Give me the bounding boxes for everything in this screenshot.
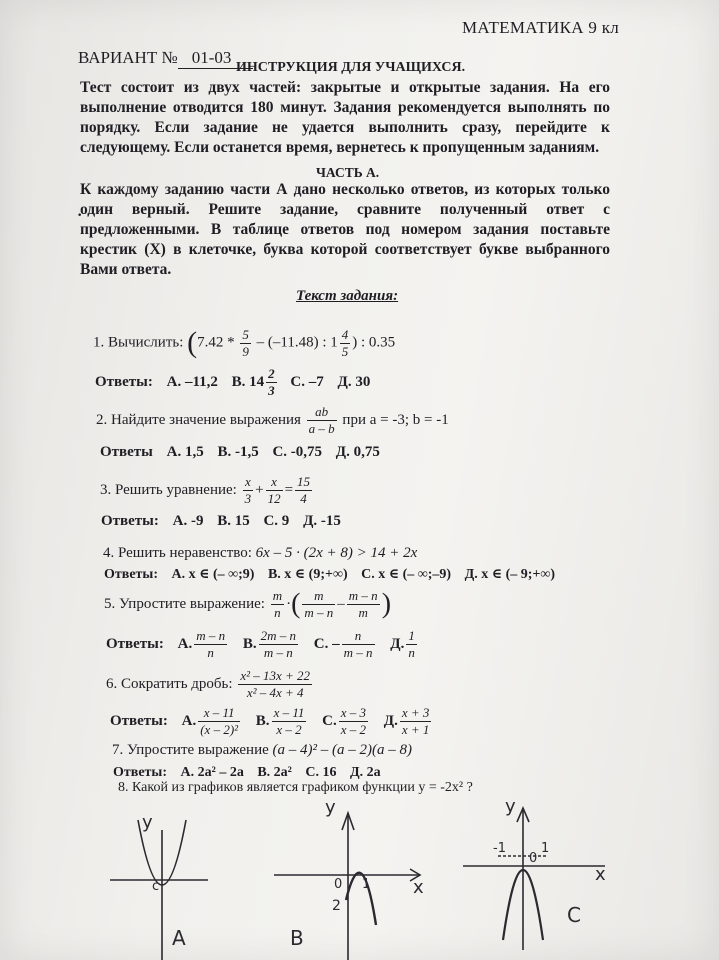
q5-answer-a: А. $\frac{m - n}{n}$ xyxy=(177,628,226,660)
graph-a-label: A xyxy=(172,926,186,950)
q6-answer-a: А. $\frac{x - 11}{\text{(x – 2)²}}$ xyxy=(181,705,239,737)
q4-label: 4. Решить неравенство: xyxy=(103,545,252,561)
q2-prompt xyxy=(96,404,449,437)
graph-c-zero: 0 xyxy=(529,851,538,866)
q6-answer-c: С. $\frac{x - 3}{x - 2}$ xyxy=(322,705,366,737)
q1-expr-3: ) : 0.35 xyxy=(352,334,396,351)
q1-answer-c: С. –7 xyxy=(290,373,324,390)
q5-answers: Ответы: А. $\frac{m - n}{n}$ В. $\frac{2m - n}{m - n}$ С. – $\frac{n}{m - n}$ Д. $\frac{1}{n}$ xyxy=(106,628,429,661)
graph-b-zero: 0 xyxy=(334,877,343,892)
variant-line xyxy=(78,48,253,69)
q3-answer-a: А. -9 xyxy=(172,513,204,529)
q5-answer-c: С. – $\frac{n}{m - n}$ xyxy=(313,628,373,660)
q3-answer-d: Д. -15 xyxy=(303,513,341,529)
q1-answer-b: В. 14 $\frac{2}{3}$ xyxy=(231,366,275,398)
q6-answer-d: Д. $\frac{x + 3}{x + 1}$ xyxy=(383,705,430,737)
graph-c-minus-one: -1 xyxy=(493,841,506,856)
q4-answer-d: Д. x ∈ (– 9;+∞) xyxy=(464,567,556,582)
q4-answer-b: В. x ∈ (9;+∞) xyxy=(267,567,348,582)
q2-answer-a: А. 1,5 xyxy=(166,444,204,460)
q3-answer-b: В. 15 xyxy=(217,513,250,529)
graph-c-one: 1 xyxy=(541,841,550,856)
q7-prompt xyxy=(112,742,412,759)
task-heading: Текст задания: xyxy=(296,288,399,304)
instructions-text: Тест состоит из двух частей: закрытые и открытые задания. На его выполнение отводится 180 минут. Задания рекомендуется выполнять по порядку. Если задание не удается выполнить сразу, перейдите к следующему. Если останется время, вернетесь к пропущенным заданиям. xyxy=(80,79,610,156)
q4-answer-a: А. x ∈ (– ∞;9) xyxy=(171,567,255,582)
q1-prompt: 1. Вычислить: (7.42 * $\frac{5}{9}$ – (–11.48) : 1 $\frac{4}{5}$ ) : 0.35 xyxy=(93,326,396,359)
q5-prompt: 5. Упростите выражение: $\frac{m}{n}$ ·( $\frac{m}{m - n}$ – $\frac{m - n}{m}$ ) xyxy=(104,588,392,620)
q4-answers: Ответы: А. x ∈ (– ∞;9) В. x ∈ (9;+∞) С. x ∈ (– ∞;–9) Д. x ∈ (– 9;+∞) xyxy=(104,567,556,582)
q6-answers: Ответы: А. $\frac{x - 11}{\text{(x – 2)²}}$ В. $\frac{x - 11}{x - 2}$ С. $\frac{x - 3}{x - 2}$ Д. $\frac{x + 3}{x + 1}$ xyxy=(110,705,443,738)
q4-answer-c: С. x ∈ (– ∞;–9) xyxy=(361,567,452,582)
graph-c-label: C xyxy=(567,903,581,927)
q2-fraction: $\frac{ab}{a - b}$ xyxy=(308,404,335,436)
q7-answer-a: А. 2a² – 2a xyxy=(180,765,244,780)
q2-condition: при a = -3; b = -1 xyxy=(342,411,449,428)
q5-answer-b: В. $\frac{2m - n}{m - n}$ xyxy=(242,628,297,660)
instructions-title: ИНСТРУКЦИЯ ДЛЯ УЧАЩИХСЯ. xyxy=(236,60,466,75)
q7-answer-c: С. 16 xyxy=(305,765,337,780)
variant-label: ВАРИАНТ № xyxy=(78,48,178,67)
q1-frac-2: $\frac{4}{5}$ xyxy=(341,326,349,359)
graph-b-two: 2 xyxy=(332,898,341,914)
graph-b-parabola xyxy=(346,873,376,925)
q8-prompt: 8. Какой из графиков является графиком функции y = -2x² ? xyxy=(118,780,473,795)
q1-expr-1: 7.42 * xyxy=(197,334,235,351)
graph-b xyxy=(270,795,440,960)
q3-prompt: 3. Решить уравнение: $\frac{x}{3}$ + $\frac{x}{12}$ = $\frac{15}{4}$ xyxy=(100,474,311,506)
q7-answers: Ответы: А. 2a² – 2a В. 2a² С. 16 Д. 2a xyxy=(113,765,381,780)
q2-answer-d: Д. 0,75 xyxy=(335,444,380,460)
graph-a-y-label: y xyxy=(142,812,153,833)
q2-answer-b: В. -1,5 xyxy=(217,444,259,460)
q7-label: 7. Упростите выражение xyxy=(112,742,269,758)
q7-answer-b: В. 2a² xyxy=(257,765,292,780)
q1-frac-1: $\frac{5}{9}$ xyxy=(242,326,249,359)
q1-answer-d: Д. 30 xyxy=(337,373,371,390)
q5-label: 5. Упростите выражение: xyxy=(104,595,265,612)
q2-answers: Ответы А. 1,5 В. -1,5 С. -0,75 Д. 0,75 xyxy=(100,444,380,460)
margin-dot: · xyxy=(77,207,83,224)
variant-number: 01-03 xyxy=(178,48,254,69)
q3-label: 3. Решить уравнение: xyxy=(100,481,237,498)
graph-a xyxy=(100,800,210,960)
q6-label: 6. Сократить дробь: xyxy=(106,675,233,692)
q1-label: 1. Вычислить: xyxy=(93,334,184,351)
q5-answer-d: Д. $\frac{1}{n}$ xyxy=(390,628,415,660)
q4-expression: 6x – 5 · (2x + 8) > 14 + 2x xyxy=(255,545,418,561)
q4-prompt xyxy=(103,545,417,562)
subject-header: МАТЕМАТИКА 9 кл xyxy=(462,18,620,37)
q7-expression: (a – 4)² – (a – 2)(a – 8) xyxy=(272,742,412,758)
graph-a-origin: c xyxy=(152,879,160,894)
q2-answer-c: С. -0,75 xyxy=(272,444,323,460)
q6-answer-b: В. $\frac{x - 11}{x - 2}$ xyxy=(255,705,305,737)
graph-b-y-label: y xyxy=(325,797,336,818)
graph-b-x-label: x xyxy=(413,877,424,898)
q2-label: 2. Найдите значение выражения xyxy=(96,411,301,428)
part-a-text: К каждому заданию части А дано несколько ответов, из которых только один верный. Решите задание, сравните полученный ответ с предложенными. В таблице ответов под номером задания поставьте крестик (Х) в клеточке, буква которой соответствует букве выбранного Вами ответа. xyxy=(80,181,610,278)
graph-c-y-label: y xyxy=(505,796,516,817)
graph-b-one: 1 xyxy=(362,877,371,892)
graph-b-label: B xyxy=(290,926,304,950)
q1-answers: Ответы: А. –11,2 В. 14 $\frac{2}{3}$ С. –7 Д. 30 xyxy=(95,366,371,398)
graph-c-x-label: x xyxy=(595,864,606,885)
q6-prompt: 6. Сократить дробь: $\frac{\text{x² – 13x + 22}}{\text{x² – 4x + 4}}$ xyxy=(106,668,311,700)
q1-expr-2: – (–11.48) : 1 xyxy=(256,334,338,351)
q7-answer-d: Д. 2a xyxy=(350,765,381,780)
part-a-title: ЧАСТЬ А. xyxy=(316,165,380,180)
graph-c xyxy=(455,790,625,950)
q3-answers: Ответы: А. -9 В. 15 С. 9 Д. -15 xyxy=(101,513,341,529)
q1-answer-a: А. –11,2 xyxy=(166,373,218,390)
q3-answer-c: С. 9 xyxy=(263,513,290,529)
